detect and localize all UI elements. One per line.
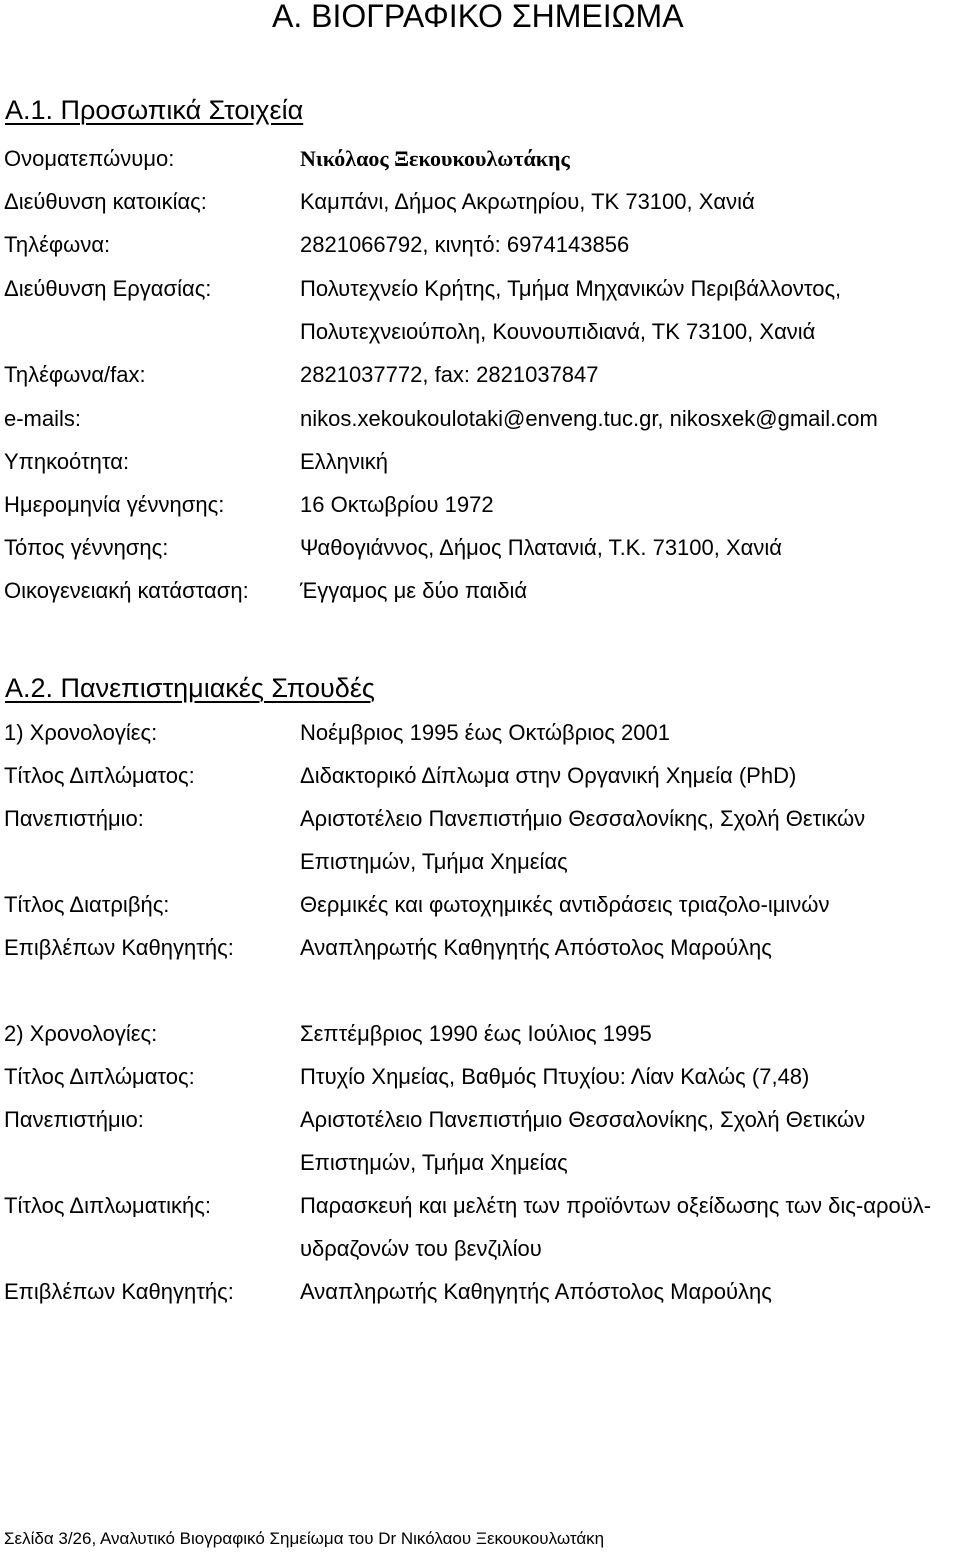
bsc-university-line1: Αριστοτέλειο Πανεπιστήμιο Θεσσαλονίκης, Σχολή Θετικών <box>300 1107 866 1132</box>
work-address-line2: Πολυτεχνειούπολη, Κουνουπιδιανά, ΤΚ 73100, Χανιά <box>300 319 816 344</box>
phd-university-line1: Αριστοτέλειο Πανεπιστήμιο Θεσσαλονίκης, Σχολή Θετικών <box>300 806 866 831</box>
phd-degree-value: Διδακτορικό Δίπλωμα στην Οργανική Χημεία (PhD) <box>300 763 797 788</box>
nationality-value: Ελληνική <box>300 449 389 474</box>
phd-university-line2: Επιστημών, Τμήμα Χημείας <box>300 849 568 874</box>
bsc-thesis-label: Τίτλος Διπλωματικής: <box>4 1193 211 1218</box>
birth-place-label: Τόπος γέννησης: <box>4 535 169 560</box>
phd-dates-label: 1) Χρονολογίες: <box>4 720 158 745</box>
work-address-line1: Πολυτεχνείο Κρήτης, Τμήμα Μηχανικών Περιβάλλοντος, <box>300 276 842 301</box>
page-footer: Σελίδα 3/26, Αναλυτικό Βιογραφικό Σημείωμα του Dr Νικόλαου Ξεκουκουλωτάκη <box>4 1529 605 1548</box>
bsc-university-label: Πανεπιστήμιο: <box>4 1107 144 1132</box>
bsc-thesis-line1: Παρασκευή και μελέτη των προϊόντων οξείδωσης των δις-αροϋλ- <box>300 1193 932 1218</box>
phd-thesis-value: Θερμικές και φωτοχημικές αντιδράσεις τριαζολο-ιμινών <box>300 892 830 917</box>
nationality-label: Υπηκοότητα: <box>4 449 130 474</box>
birth-date-value: 16 Οκτωβρίου 1972 <box>300 492 494 517</box>
birth-date-label: Ημερομηνία γέννησης: <box>4 492 225 517</box>
bsc-degree-label: Τίτλος Διπλώματος: <box>4 1064 195 1089</box>
family-value: Έγγαμος με δύο παιδιά <box>300 578 528 603</box>
family-label: Οικογενειακή κατάσταση: <box>4 578 249 603</box>
home-address-label: Διεύθυνση κατοικίας: <box>4 189 207 214</box>
phd-degree-label: Τίτλος Διπλώματος: <box>4 763 195 788</box>
bsc-supervisor-label: Επιβλέπων Καθηγητής: <box>4 1279 234 1304</box>
section-title-studies: Α.2. Πανεπιστημιακές Σπουδές <box>5 673 375 703</box>
name-value: Νικόλαος Ξεκουκουλωτάκης <box>300 146 570 171</box>
birth-place-value: Ψαθογιάννος, Δήμος Πλατανιά, Τ.Κ. 73100, Χανιά <box>300 535 782 560</box>
page-title: Α. ΒΙΟΓΡΑΦΙΚΟ ΣΗΜΕΙΩΜΑ <box>272 0 684 34</box>
phones-value: 2821066792, κινητό: 6974143856 <box>300 232 630 257</box>
name-label: Ονοματεπώνυμο: <box>4 146 175 171</box>
home-address-value: Καμπάνι, Δήμος Ακρωτηρίου, ΤΚ 73100, Χανιά <box>300 189 755 214</box>
phd-dates-value: Νοέμβριος 1995 έως Οκτώβριος 2001 <box>300 720 670 745</box>
bsc-degree-value: Πτυχίο Χημείας, Βαθμός Πτυχίου: Λίαν Καλώς (7,48) <box>300 1064 810 1089</box>
bsc-university-line2: Επιστημών, Τμήμα Χημείας <box>300 1150 568 1175</box>
bsc-dates-value: Σεπτέμβριος 1990 έως Ιούλιος 1995 <box>300 1021 652 1046</box>
bsc-thesis-line2: υδραζονών του βενζιλίου <box>300 1236 542 1261</box>
phones-label: Τηλέφωνα: <box>4 232 111 257</box>
emails-value: nikos.xekoukoulotaki@enveng.tuc.gr, nikosxek@gmail.com <box>300 406 878 431</box>
section-title-personal: Α.1. Προσωπικά Στοιχεία <box>5 95 304 125</box>
bsc-dates-label: 2) Χρονολογίες: <box>4 1021 158 1046</box>
phone-fax-value: 2821037772, fax: 2821037847 <box>300 362 599 387</box>
bsc-supervisor-value: Αναπληρωτής Καθηγητής Απόστολος Μαρούλης <box>300 1279 772 1304</box>
phd-supervisor-value: Αναπληρωτής Καθηγητής Απόστολος Μαρούλης <box>300 935 772 960</box>
emails-label: e-mails: <box>4 406 82 431</box>
phone-fax-label: Τηλέφωνα/fax: <box>4 362 146 387</box>
phd-university-label: Πανεπιστήμιο: <box>4 806 144 831</box>
phd-supervisor-label: Επιβλέπων Καθηγητής: <box>4 935 234 960</box>
phd-thesis-label: Τίτλος Διατριβής: <box>4 892 170 917</box>
work-address-label: Διεύθυνση Εργασίας: <box>4 276 212 301</box>
